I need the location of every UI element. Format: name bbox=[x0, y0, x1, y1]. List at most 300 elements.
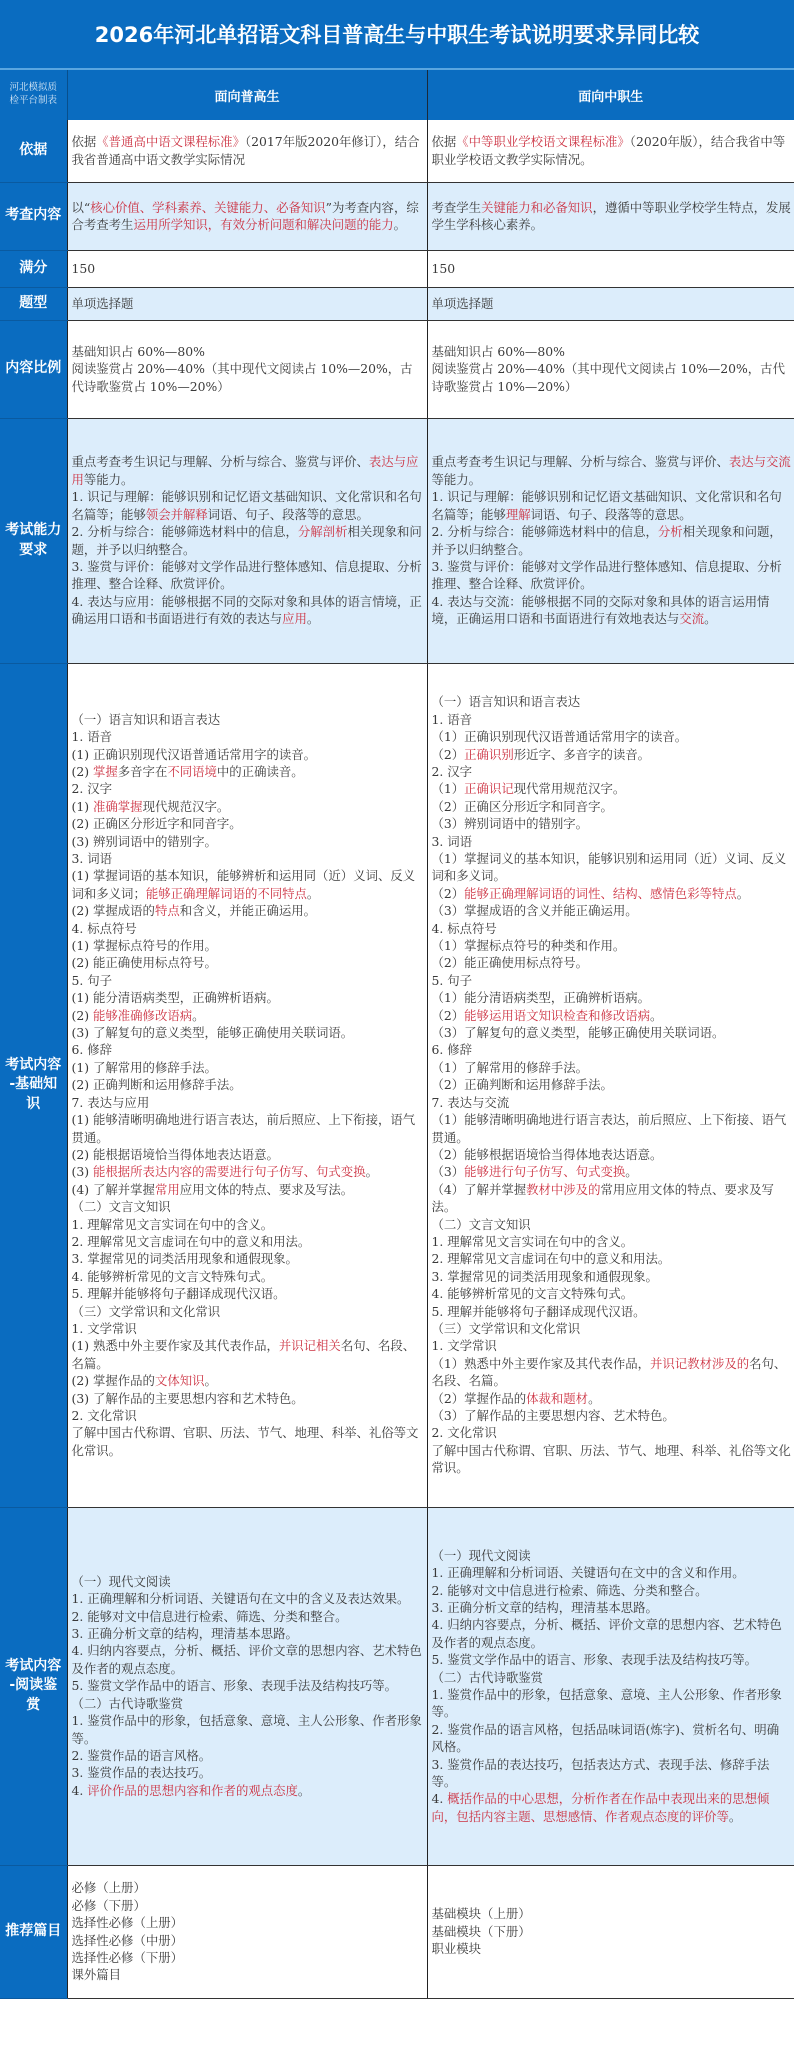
highlighted-text: 核心价值、学科素养、关键能力、必备知识 bbox=[90, 199, 326, 215]
list-item bbox=[432, 1547, 792, 1564]
list-item: 阅读鉴赏占 20%—40%（其中现代文阅读占 10%—20%，古代诗歌鉴赏占 10%—20%） bbox=[71, 361, 413, 394]
text-segment: (2) 掌握成语的 bbox=[71, 903, 155, 919]
text-segment: 3. 词语 bbox=[431, 833, 473, 849]
column-header-vocational: 面向中职生 bbox=[427, 70, 794, 120]
list-item bbox=[72, 1111, 424, 1146]
text-segment: 3. 掌握常见的词类活用现象和通假现象。 bbox=[71, 1251, 298, 1267]
text-segment: 4. 表达与交流：能够根据不同的交际对象和具体的语言运用情境，正确运用口语和书面语进行有效地表达与 bbox=[431, 593, 770, 627]
row-label-basics bbox=[0, 663, 67, 1507]
list-item bbox=[72, 728, 424, 745]
ability-vocational bbox=[427, 418, 794, 663]
text-segment: （3）了解复句的意义类型，能够正确使用关联词语。 bbox=[431, 1025, 725, 1041]
text-segment: 1. 识记与理解：能够识别和记忆语文基础知识、文化常识和名句名篇等；能够 bbox=[71, 489, 422, 522]
text-segment: （2） bbox=[431, 1007, 465, 1023]
text-segment: （二）文言文知识 bbox=[431, 1216, 531, 1232]
list-item bbox=[72, 1390, 424, 1407]
list-item bbox=[432, 1442, 792, 1477]
text-segment: 5. 鉴赏文学作品中的语言、形象、表现手法及结构技巧等。 bbox=[71, 1678, 398, 1694]
text-segment: 考查学生 bbox=[431, 199, 482, 215]
highlighted-text: 掌握 bbox=[93, 763, 118, 779]
text-segment: （4）了解并掌握 bbox=[431, 1181, 527, 1197]
list-item bbox=[432, 1076, 792, 1093]
text-segment: 。 bbox=[297, 1782, 311, 1798]
text-segment: 依据 bbox=[431, 134, 457, 150]
text-segment: （1）了解常用的修辞手法。 bbox=[431, 1059, 589, 1075]
text-segment: 名句、名段、名篇。 bbox=[431, 1355, 787, 1389]
text-segment: 等能力。 bbox=[431, 471, 482, 487]
recommended-vocational bbox=[427, 1865, 794, 1998]
text-segment: 。 bbox=[728, 1808, 742, 1824]
list-item bbox=[72, 1712, 424, 1747]
highlighted-text: 运用所学知识，有效分析问题和解决问题的能力 bbox=[133, 217, 394, 232]
list-item: 职业模块 bbox=[431, 1941, 482, 1957]
text-segment: (2) 能根据语境恰当得体地表达语意。 bbox=[71, 1146, 279, 1162]
list-item bbox=[72, 815, 424, 832]
text-segment: 1. 鉴赏作品中的形象，包括意象、意境、主人公形象、作者形象等。 bbox=[71, 1713, 422, 1746]
list-item bbox=[72, 1250, 424, 1267]
list-item bbox=[432, 780, 792, 797]
list-item bbox=[432, 1337, 792, 1354]
page-title: 2026年河北单招语文科目普高生与中职生考试说明要求异同比较 bbox=[0, 0, 794, 70]
text-segment: （1） bbox=[431, 781, 465, 797]
text-segment: (2) 能正确使用标点符号。 bbox=[71, 955, 217, 971]
list-item bbox=[432, 1390, 792, 1407]
row-basis bbox=[0, 120, 794, 182]
label-line: 赏 bbox=[26, 1696, 41, 1713]
row-content bbox=[0, 182, 794, 250]
text-segment: 。 bbox=[736, 885, 750, 901]
text-segment: 2. 理解常见文言虚词在句中的意义和用法。 bbox=[431, 1251, 671, 1267]
row-label-question-type: 题型 bbox=[0, 287, 67, 320]
list-item bbox=[432, 1582, 792, 1599]
list-item bbox=[72, 1041, 424, 1058]
comparison-table bbox=[0, 70, 794, 1999]
list-item bbox=[432, 1250, 792, 1267]
credit-line-2: 检平台制表 bbox=[9, 95, 57, 106]
list-item bbox=[432, 1111, 792, 1146]
text-segment: 3. 鉴赏与评价：能够对文学作品进行整体感知、信息提取、分析推理、整合诠释、欣赏评价。 bbox=[71, 558, 422, 592]
highlighted-text: 《普通高中语文课程标准》 bbox=[96, 134, 245, 150]
ratio-general bbox=[67, 320, 427, 418]
text-segment: （1）掌握标点符号的种类和作用。 bbox=[431, 938, 626, 954]
list-item: 基础知识占 60%—80% bbox=[431, 343, 565, 359]
text-segment: （1）掌握词义的基本知识，能够识别和运用同（近）义词、反义词和多义词。 bbox=[431, 851, 787, 884]
text-segment: 2. 能够对文中信息进行检索、筛选、分类和整合。 bbox=[71, 1608, 348, 1624]
highlighted-text: 交流 bbox=[679, 611, 705, 627]
text-segment: 等能力。 bbox=[83, 471, 134, 487]
list-item bbox=[72, 1677, 424, 1694]
list-item bbox=[72, 1216, 424, 1233]
text-segment: 形近字、多音字的读音。 bbox=[513, 746, 651, 762]
list-item bbox=[72, 1198, 424, 1215]
text-segment: 2. 分析与综合：能够筛选材料中的信息， bbox=[431, 524, 658, 540]
highlighted-text: 教材中涉及的 bbox=[526, 1181, 601, 1197]
list-item bbox=[432, 1233, 792, 1250]
text-segment: (1) 正确识别现代汉语普通话常用字的读音。 bbox=[71, 746, 317, 762]
list-item bbox=[432, 1407, 792, 1424]
text-segment: 1. 语音 bbox=[71, 729, 113, 745]
text-segment: （1）能分清语病类型，正确辨析语病。 bbox=[431, 990, 651, 1006]
text-segment: （一）现代文阅读 bbox=[71, 1573, 171, 1589]
text-segment: 2. 文化常识 bbox=[71, 1408, 137, 1424]
text-segment: （1）正确识别现代汉语普通话常用字的读音。 bbox=[431, 729, 688, 745]
highlighted-text: 关键能力和必备知识 bbox=[481, 199, 593, 215]
text-segment: （3） bbox=[431, 1164, 465, 1180]
text-segment: （二）古代诗歌鉴赏 bbox=[71, 1695, 184, 1711]
highlighted-text: 能够进行句子仿写、句式变换 bbox=[464, 1164, 626, 1180]
text-segment: (3) 辨别词语中的错别字。 bbox=[71, 833, 217, 849]
list-item bbox=[72, 746, 424, 763]
list-item bbox=[432, 972, 792, 989]
text-segment: （二）古代诗歌鉴赏 bbox=[431, 1669, 544, 1685]
list-item bbox=[432, 558, 792, 593]
list-item bbox=[432, 1355, 792, 1390]
text-segment: （2）正确区分形近字和同音字。 bbox=[431, 798, 613, 814]
row-label-score: 满分 bbox=[0, 250, 67, 287]
list-item bbox=[72, 1268, 424, 1285]
list-item bbox=[72, 1076, 424, 1093]
text-segment: 常用应用文体的特点、要求及写法。 bbox=[431, 1181, 774, 1215]
list-item bbox=[432, 1669, 792, 1686]
text-segment: 相关现象和问题，并予以归纳整合。 bbox=[71, 524, 422, 557]
list-item bbox=[72, 1146, 424, 1163]
list-item bbox=[432, 746, 792, 763]
list-item bbox=[72, 1590, 424, 1607]
highlighted-text: 不同语境 bbox=[167, 763, 217, 779]
text-segment: 4. 标点符号 bbox=[71, 920, 137, 936]
text-segment: ”为考查内容，综合考查考生 bbox=[71, 199, 419, 232]
list-item bbox=[72, 763, 424, 780]
list-item bbox=[72, 954, 424, 971]
text-segment: 1. 理解常见文言实词在句中的含义。 bbox=[431, 1233, 634, 1249]
text-segment: 4. bbox=[431, 1791, 448, 1807]
list-item bbox=[72, 1024, 424, 1041]
list-item bbox=[432, 1059, 792, 1076]
row-label-ability bbox=[0, 418, 67, 663]
list-item bbox=[432, 453, 792, 488]
text-segment: 。 bbox=[306, 611, 320, 627]
list-item bbox=[432, 593, 792, 628]
list-item bbox=[432, 1616, 792, 1651]
text-segment: 1. 文学常识 bbox=[431, 1338, 497, 1354]
text-segment: 重点考查考生识记与理解、分析与综合、鉴赏与评价、 bbox=[71, 454, 369, 470]
list-item bbox=[432, 1041, 792, 1058]
text-segment: 词语、句子、段落等的意思。 bbox=[207, 506, 369, 522]
list-item bbox=[72, 1337, 424, 1372]
list-item bbox=[432, 488, 792, 523]
list-item bbox=[72, 1424, 424, 1459]
list-item: 选择性必修（上册） bbox=[71, 1915, 184, 1931]
label-line: 要求 bbox=[19, 541, 48, 558]
list-item bbox=[72, 920, 424, 937]
highlighted-text: 常用 bbox=[154, 1181, 180, 1197]
row-label-ratio: 内容比例 bbox=[0, 320, 67, 418]
text-segment: 2. 能够对文中信息进行检索、筛选、分类和整合。 bbox=[431, 1582, 708, 1598]
highlighted-text: 《中等职业学校语文课程标准》 bbox=[456, 134, 630, 150]
text-segment: 。 bbox=[192, 1007, 205, 1023]
text-segment: (1) 能够清晰明确地进行语言表达，前后照应、上下衔接，语气贯通。 bbox=[71, 1112, 416, 1145]
text-segment: （一）语言知识和语言表达 bbox=[71, 711, 221, 727]
list-item bbox=[432, 885, 792, 902]
text-segment: （一）现代文阅读 bbox=[431, 1547, 531, 1563]
basics-general bbox=[67, 663, 427, 1507]
text-segment: 1. 理解常见文言实词在句中的含义。 bbox=[71, 1216, 274, 1232]
row-basics bbox=[0, 663, 794, 1507]
list-item bbox=[72, 937, 424, 954]
list-item bbox=[432, 1756, 792, 1791]
list-item bbox=[72, 1695, 424, 1712]
text-segment: 1. 识记与理解：能够识别和记忆语文基础知识、文化常识和名句名篇等；能够 bbox=[431, 489, 782, 522]
text-segment: （2）能够根据语境恰当得体地表达语意。 bbox=[431, 1146, 663, 1162]
text-segment: （一）语言知识和语言表达 bbox=[431, 694, 581, 710]
highlighted-text: 准确掌握 bbox=[93, 798, 143, 814]
text-segment: 7. 表达与应用 bbox=[71, 1094, 150, 1110]
content-vocational bbox=[427, 182, 794, 250]
highlighted-text: 能够运用语文知识检查和修改语病 bbox=[464, 1007, 651, 1023]
text-segment: 。 bbox=[625, 1164, 638, 1180]
list-item bbox=[72, 867, 424, 902]
text-segment: (2) 正确判断和运用修辞手法。 bbox=[71, 1077, 242, 1093]
list-item bbox=[432, 1285, 792, 1302]
list-item bbox=[72, 972, 424, 989]
text-segment: 应用文体的特点、要求及写法。 bbox=[179, 1181, 354, 1197]
list-item bbox=[432, 1424, 792, 1441]
text-segment: （3）了解作品的主要思想内容、艺术特色。 bbox=[431, 1408, 675, 1424]
text-segment: 了解中国古代称谓、官职、历法、节气、地理、科举、礼俗等文化常识。 bbox=[71, 1425, 419, 1458]
text-segment: 1. 鉴赏作品中的形象，包括意象、意境、主人公形象、作者形象等。 bbox=[431, 1687, 782, 1720]
text-segment: 和含义，并能正确运用。 bbox=[179, 903, 317, 919]
highlighted-text: 能够准确修改语病 bbox=[93, 1007, 193, 1023]
list-item bbox=[72, 1764, 424, 1781]
list-item bbox=[432, 1303, 792, 1320]
text-segment: (2) bbox=[71, 763, 93, 779]
highlighted-text: 文体知识 bbox=[154, 1373, 205, 1389]
list-item: 必修（下册） bbox=[71, 1897, 146, 1913]
row-recommended bbox=[0, 1865, 794, 1998]
score-general: 150 bbox=[67, 250, 427, 287]
list-item bbox=[432, 1651, 792, 1668]
list-item bbox=[432, 1007, 792, 1024]
list-item bbox=[432, 1181, 792, 1216]
highlighted-text: 能够正确理解词语的不同特点 bbox=[145, 885, 307, 901]
list-item bbox=[72, 1608, 424, 1625]
label-line: 考试内容 bbox=[5, 1657, 62, 1674]
list-item bbox=[432, 763, 792, 780]
recommended-general bbox=[67, 1865, 427, 1998]
row-ratio bbox=[0, 320, 794, 418]
list-item bbox=[72, 780, 424, 797]
text-segment: 1. 语音 bbox=[431, 711, 473, 727]
list-item bbox=[432, 1094, 792, 1111]
text-segment: 名句、名段、名篇。 bbox=[71, 1338, 416, 1371]
column-header-general: 面向普高生 bbox=[67, 70, 427, 120]
text-segment: 2. 分析与综合：能够筛选材料中的信息， bbox=[71, 524, 298, 540]
highlighted-text: 能根据所表达内容的需要进行句子仿写、句式变换 bbox=[93, 1164, 366, 1180]
highlighted-text: 体裁和题材 bbox=[526, 1390, 589, 1406]
list-item bbox=[72, 1372, 424, 1389]
list-item: 基础知识占 60%—80% bbox=[71, 343, 205, 359]
list-item bbox=[432, 1268, 792, 1285]
label-line: 考试内容 bbox=[5, 1056, 62, 1073]
text-segment: 1. 正确理解和分析词语、关键语句在文中的含义和作用。 bbox=[431, 1565, 745, 1581]
text-segment: （2）正确判断和运用修辞手法。 bbox=[431, 1077, 613, 1093]
list-item bbox=[432, 1216, 792, 1233]
text-segment: 。 bbox=[650, 1007, 663, 1023]
text-segment: （2） bbox=[431, 746, 465, 762]
list-item bbox=[72, 488, 424, 523]
text-segment: 依据 bbox=[71, 134, 97, 150]
question-type-general: 单项选择题 bbox=[67, 287, 427, 320]
text-segment: 以“ bbox=[71, 199, 91, 215]
reading-vocational bbox=[427, 1507, 794, 1865]
list-item bbox=[72, 1059, 424, 1076]
list-item bbox=[432, 1320, 792, 1337]
row-question-type bbox=[0, 287, 794, 320]
text-segment: 。 bbox=[365, 1164, 378, 1180]
text-segment: （2017年版2020年修订），结合我省普通高中语文教学实际情况 bbox=[71, 134, 420, 167]
list-item bbox=[72, 1303, 424, 1320]
text-segment: 。 bbox=[588, 1390, 601, 1406]
text-segment: (3) 了解作品的主要思想内容和艺术特色。 bbox=[71, 1390, 304, 1406]
text-segment: （3）掌握成语的含义并能正确运用。 bbox=[431, 903, 638, 919]
text-segment: 4. 归纳内容要点，分析、概括、评价文章的思想内容、艺术特色及作者的观点态度。 bbox=[71, 1643, 422, 1676]
text-segment: (2) 掌握作品的 bbox=[71, 1373, 155, 1389]
list-item bbox=[72, 711, 424, 728]
text-segment: 1. 文学常识 bbox=[71, 1320, 137, 1336]
highlighted-text: 分解剖析 bbox=[297, 524, 348, 540]
text-segment: (1) 了解常用的修辞手法。 bbox=[71, 1059, 217, 1075]
text-segment: 5. 鉴赏文学作品中的语言、形象、表现手法及结构技巧等。 bbox=[431, 1652, 758, 1668]
text-segment: （1）熟悉中外主要作家及其代表作品， bbox=[431, 1355, 651, 1371]
list-item bbox=[432, 815, 792, 832]
highlighted-text: 领会并解释 bbox=[145, 506, 208, 522]
text-segment: 6. 修辞 bbox=[71, 1042, 113, 1058]
list-item bbox=[432, 1686, 792, 1721]
text-segment: （三）文学常识和文化常识 bbox=[431, 1320, 581, 1336]
text-segment: 2. 文化常识 bbox=[431, 1425, 497, 1441]
list-item bbox=[432, 728, 792, 745]
list-item bbox=[72, 593, 424, 628]
list-item: 必修（上册） bbox=[71, 1880, 146, 1896]
list-item bbox=[432, 1721, 792, 1756]
text-segment: 2. 鉴赏作品的语言风格，包括品味词语(炼字)、赏析名句、明确风格。 bbox=[431, 1721, 780, 1755]
text-segment: 。 bbox=[393, 217, 407, 232]
text-segment: 4. 能够辨析常见的文言文特殊句式。 bbox=[71, 1268, 274, 1284]
text-segment: 词语、句子、段落等的意思。 bbox=[530, 506, 692, 522]
text-segment: 3. 鉴赏与评价：能够对文学作品进行整体感知、信息提取、分析推理、整合诠释、欣赏评价。 bbox=[431, 558, 782, 592]
text-segment: 了解中国古代称谓、官职、历法、节气、地理、科举、礼俗等文化常识。 bbox=[431, 1442, 791, 1476]
list-item bbox=[432, 850, 792, 885]
list-item bbox=[432, 1146, 792, 1163]
text-segment: 重点考查考生识记与理解、分析与综合、鉴赏与评价、 bbox=[431, 454, 729, 470]
text-segment: （三）文学常识和文化常识 bbox=[71, 1303, 221, 1319]
ratio-vocational bbox=[427, 320, 794, 418]
highlighted-text: 理解 bbox=[505, 506, 531, 522]
text-segment: 2. 理解常见文言虚词在句中的意义和用法。 bbox=[71, 1233, 311, 1249]
text-segment: 。 bbox=[204, 1373, 217, 1389]
text-segment: (1) 掌握标点符号的作用。 bbox=[71, 938, 217, 954]
text-segment: 。 bbox=[704, 611, 717, 627]
text-segment: (1) 熟悉中外主要作家及其代表作品， bbox=[71, 1338, 279, 1354]
text-segment: 4. bbox=[71, 1782, 88, 1798]
list-item bbox=[432, 1599, 792, 1616]
highlighted-text: 特点 bbox=[154, 903, 180, 919]
basics-vocational bbox=[427, 663, 794, 1507]
list-item: 课外篇目 bbox=[71, 1967, 122, 1983]
text-segment: 5. 理解并能够将句子翻译成现代汉语。 bbox=[431, 1303, 646, 1319]
row-score bbox=[0, 250, 794, 287]
text-segment: （3）辨别词语中的错别字。 bbox=[431, 816, 589, 832]
list-item bbox=[432, 1564, 792, 1581]
highlighted-text: 分析 bbox=[657, 524, 683, 540]
label-line: -基础知 bbox=[9, 1076, 58, 1093]
text-segment: (1) bbox=[71, 798, 93, 814]
list-item bbox=[72, 1163, 424, 1180]
highlighted-text: 能够正确理解词语的词性、结构、感情色彩等特点 bbox=[464, 885, 737, 901]
list-item bbox=[72, 989, 424, 1006]
list-item bbox=[432, 711, 792, 728]
list-item: 选择性必修（下册） bbox=[71, 1949, 184, 1965]
list-item bbox=[72, 1320, 424, 1337]
highlighted-text: 评价作品的思想内容和作者的观点态度 bbox=[87, 1782, 298, 1798]
list-item: 基础模块（上册） bbox=[431, 1906, 531, 1922]
list-item bbox=[72, 1573, 424, 1590]
text-segment: 5. 理解并能够将句子翻译成现代汉语。 bbox=[71, 1286, 286, 1302]
text-segment: 4. 表达与应用：能够根据不同的交际对象和具体的语言情境，正确运用口语和书面语进行有效的表达与 bbox=[71, 593, 422, 627]
table-author-credit bbox=[0, 70, 67, 120]
list-item bbox=[72, 833, 424, 850]
list-item: 选择性必修（中册） bbox=[71, 1932, 184, 1948]
question-type-vocational: 单项选择题 bbox=[427, 287, 794, 320]
highlighted-text: 正确识别 bbox=[464, 746, 514, 762]
text-segment: 3. 掌握常见的词类活用现象和通假现象。 bbox=[431, 1268, 658, 1284]
highlighted-text: 并识记教材涉及的 bbox=[650, 1355, 750, 1371]
list-item bbox=[72, 902, 424, 919]
list-item bbox=[72, 1625, 424, 1642]
text-segment: 2. 汉字 bbox=[71, 781, 113, 797]
highlighted-text: 正确识记 bbox=[464, 781, 514, 797]
text-segment: 现代常用规范汉字。 bbox=[513, 781, 626, 797]
text-segment: 2. 汉字 bbox=[431, 763, 473, 779]
text-segment: 4. 能够辨析常见的文言文特殊句式。 bbox=[431, 1286, 634, 1302]
list-item bbox=[72, 1285, 424, 1302]
text-segment: ，遵循中等职业学校学生特点，发展学生学科核心素养。 bbox=[431, 199, 791, 232]
list-item bbox=[72, 798, 424, 815]
text-segment: 1. 正确理解和分析词语、关键语句在文中的含义及表达效果。 bbox=[71, 1591, 410, 1607]
text-segment: 3. 正确分析文章的结构，理清基本思路。 bbox=[71, 1626, 298, 1642]
text-segment: 4. 归纳内容要点，分析、概括、评价文章的思想内容、艺术特色及作者的观点态度。 bbox=[431, 1617, 782, 1650]
row-label-content: 考查内容 bbox=[0, 182, 67, 250]
row-ability bbox=[0, 418, 794, 663]
list-item bbox=[432, 798, 792, 815]
list-item: 阅读鉴赏占 20%—40%（其中现代文阅读占 10%—20%，古代诗歌鉴赏占 10%—20%） bbox=[431, 361, 785, 394]
text-segment: (3) bbox=[71, 1164, 93, 1180]
text-segment: 3. 正确分析文章的结构，理清基本思路。 bbox=[431, 1599, 658, 1615]
text-segment: 现代规范汉字。 bbox=[142, 798, 230, 814]
text-segment: (4) 了解并掌握 bbox=[71, 1181, 155, 1197]
text-segment: 3. 词语 bbox=[71, 851, 113, 867]
list-item bbox=[72, 1642, 424, 1677]
text-segment: （2） bbox=[431, 885, 465, 901]
list-item bbox=[432, 693, 792, 710]
row-label-basis: 依据 bbox=[0, 120, 67, 182]
credit-line-1: 河北模拟质 bbox=[9, 82, 57, 94]
row-label-recommended: 推荐篇目 bbox=[0, 1865, 67, 1998]
text-segment: 3. 鉴赏作品的表达技巧，包括表达方式、表现手法、修辞手法等。 bbox=[431, 1756, 770, 1790]
highlighted-text: 表达与应用 bbox=[71, 454, 419, 487]
list-item bbox=[72, 1094, 424, 1111]
text-segment: （2020年版），结合我省中等职业学校语文教学实际情况。 bbox=[431, 134, 786, 167]
